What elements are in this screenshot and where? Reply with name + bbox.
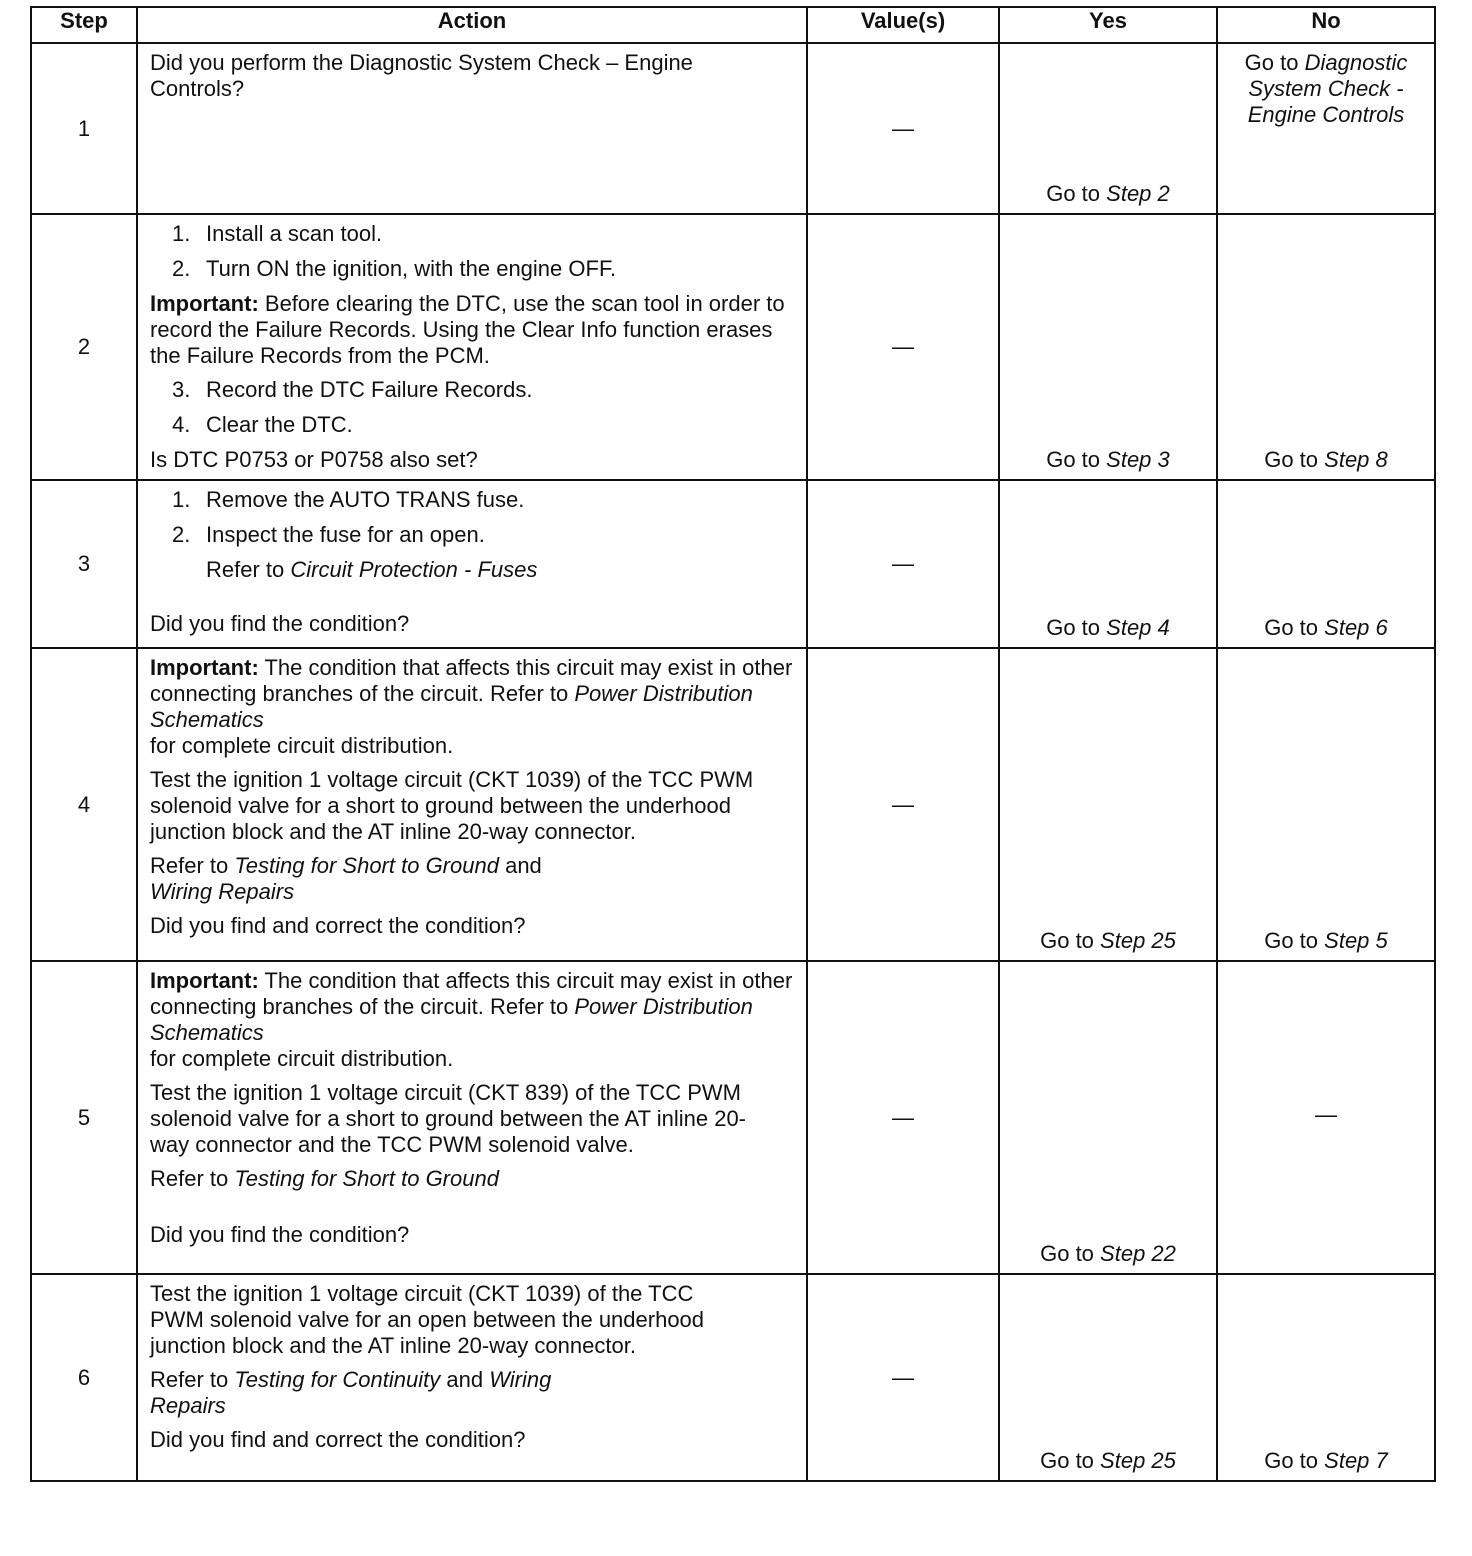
value-cell: — [807, 214, 999, 480]
yes-cell: Go to Step 25 [999, 648, 1217, 961]
list-item: 2. Inspect the fuse for an open. [172, 522, 485, 547]
no-cell: Go to Step 6 [1217, 480, 1435, 648]
action-cell [137, 961, 807, 1274]
step-number: 4 [31, 648, 137, 961]
value-cell: — [807, 1274, 999, 1481]
yes-cell: Go to Step 22 [999, 961, 1217, 1274]
question: Is DTC P0753 or P0758 also set? [150, 447, 478, 472]
no-cell: Go to Step 8 [1217, 214, 1435, 480]
step-link[interactable]: Step 25 [1100, 1448, 1176, 1473]
table-row [31, 961, 1435, 1274]
test-instruction: Test the ignition 1 voltage circuit (CKT 1039) of the TCC PWM solenoid valve for a short to ground between the underhood junction block and the AT inline 20-way connector. [150, 767, 754, 844]
test-instruction: Test the ignition 1 voltage circuit (CKT 1039) of the TCC PWM solenoid valve for an open between the underhood junction block and the AT inline 20-way connector. [150, 1281, 705, 1358]
reference-link[interactable]: Wiring Repairs [150, 879, 295, 904]
value-cell: — [807, 43, 999, 214]
header-yes: Yes [999, 7, 1217, 43]
important-note: Important: The condition that affects this circuit may exist in other connecting branches of the circuit. Refer to Power Distribution Schematics for complete circuit distribution. [150, 655, 793, 758]
step-link[interactable]: Step 25 [1100, 928, 1176, 953]
reference-link[interactable]: Power Distribution Schematics [150, 994, 753, 1045]
step-link[interactable]: Step 6 [1324, 615, 1388, 640]
action-cell [137, 648, 807, 961]
step-number: 1 [31, 43, 137, 214]
reference: Refer to Testing for Short to Ground [150, 1166, 499, 1191]
reference-link[interactable]: Wiring Repairs [150, 1367, 552, 1418]
list-item: 4. Clear the DTC. [172, 412, 353, 437]
yes-cell [999, 43, 1217, 214]
yes-cell: Go to Step 3 [999, 214, 1217, 480]
list-item: 1. Install a scan tool. [172, 221, 383, 246]
question: Did you find and correct the condition? [150, 913, 526, 938]
action-cell [137, 480, 807, 648]
reference: Refer to Testing for Short to Ground and Wiring Repairs [150, 853, 542, 904]
reference: Refer to Testing for Continuity and Wiring Repairs [150, 1367, 552, 1418]
diagnostic-table [30, 6, 1436, 1482]
reference-link[interactable]: Testing for Short to Ground [234, 1166, 499, 1191]
action-cell [137, 43, 807, 214]
action-cell [137, 214, 807, 480]
reference-link[interactable]: Circuit Protection - Fuses [290, 557, 538, 582]
yes-cell: Go to Step 25 [999, 1274, 1217, 1481]
table-row [31, 1274, 1435, 1481]
value-cell: — [807, 480, 999, 648]
step-number: 5 [31, 961, 137, 1274]
important-note: Important: Before clearing the DTC, use the scan tool in order to record the Failure Records. Using the Clear Info function erases the Failure Records from the PCM. [150, 291, 785, 368]
diagnostic-link[interactable]: Diagnostic System Check - Engine Controls [1247, 50, 1408, 127]
question: Did you find and correct the condition? [150, 1427, 526, 1452]
list-item: 1. Remove the AUTO TRANS fuse. [172, 487, 525, 512]
step-number: 3 [31, 480, 137, 648]
step-link[interactable]: Step 8 [1324, 447, 1388, 472]
table-row [31, 480, 1435, 648]
reference-link[interactable]: Power Distribution Schematics [150, 681, 753, 732]
no-cell: Go to Step 5 [1217, 648, 1435, 961]
question: Did you find the condition? [150, 611, 410, 636]
step-number: 2 [31, 214, 137, 480]
table-row [31, 648, 1435, 961]
go-to: Go to [1046, 181, 1101, 206]
table-row [31, 214, 1435, 480]
spacer [150, 583, 798, 611]
step-link[interactable]: Step 3 [1106, 447, 1170, 472]
header-step: Step [31, 7, 137, 43]
value-cell: — [807, 961, 999, 1274]
spacer [150, 1200, 798, 1222]
step-link[interactable]: Step 4 [1106, 615, 1170, 640]
question: Did you find the condition? [150, 1222, 410, 1247]
step-link[interactable]: Step 7 [1324, 1448, 1388, 1473]
step-link[interactable]: Step 22 [1100, 1241, 1176, 1266]
action-cell [137, 1274, 807, 1481]
list-item: 2. Turn ON the ignition, with the engine OFF. [172, 256, 617, 281]
header-values: Value(s) [807, 7, 999, 43]
header-row [31, 7, 1435, 43]
header-no: No [1217, 7, 1435, 43]
reference-link[interactable]: Testing for Short to Ground [234, 853, 499, 878]
yes-cell: Go to Step 4 [999, 480, 1217, 648]
reference-link[interactable]: Testing for Continuity [234, 1367, 441, 1392]
list-item: 3. Record the DTC Failure Records. [172, 377, 533, 402]
test-instruction: Test the ignition 1 voltage circuit (CKT 839) of the TCC PWM solenoid valve for a short to ground between the AT inline 20-way connector and the TCC PWM solenoid valve. [150, 1080, 747, 1157]
value-cell: — [807, 648, 999, 961]
step-link[interactable]: Step 5 [1324, 928, 1388, 953]
reference: Refer to Circuit Protection - Fuses [206, 557, 538, 582]
table-row [31, 43, 1435, 214]
important-note: Important: The condition that affects this circuit may exist in other connecting branches of the circuit. Refer to Power Distribution Schematics for complete circuit distribution. [150, 968, 793, 1071]
no-cell [1217, 43, 1435, 214]
no-cell: — [1217, 961, 1435, 1274]
no-cell: Go to Step 7 [1217, 1274, 1435, 1481]
step-link[interactable]: Step 2 [1106, 181, 1170, 206]
question: Did you perform the Diagnostic System Check – Engine Controls? [150, 50, 693, 101]
header-action: Action [137, 7, 807, 43]
step-number: 6 [31, 1274, 137, 1481]
go-to: Go to [1244, 50, 1299, 75]
